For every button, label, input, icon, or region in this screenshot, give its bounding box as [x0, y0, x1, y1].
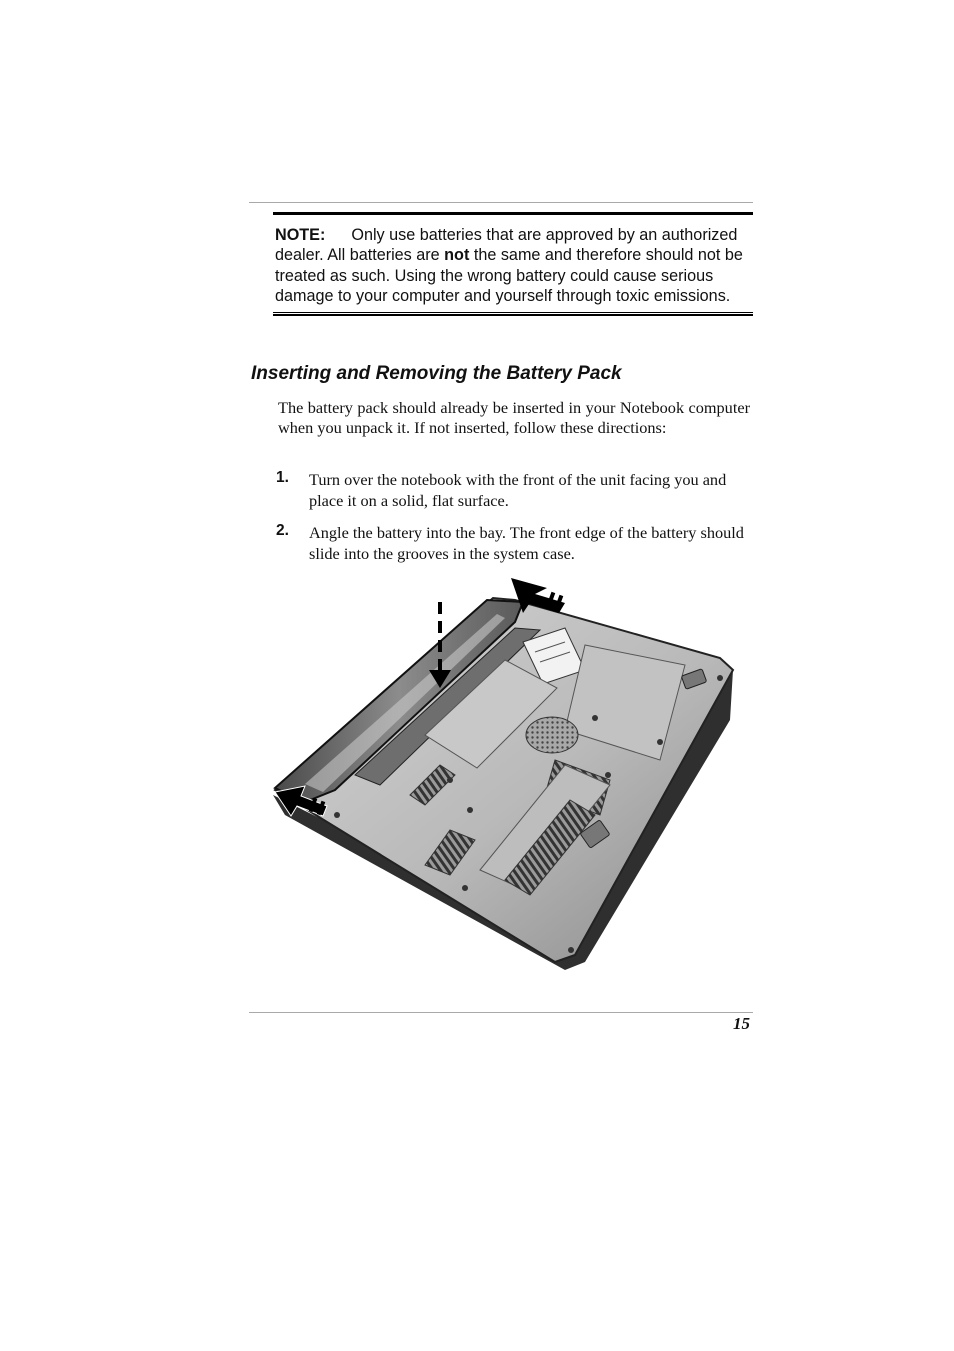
- note-label: NOTE:: [275, 226, 326, 244]
- section-title: Inserting and Removing the Battery Pack: [251, 363, 622, 384]
- step-text: Turn over the notebook with the front of the unit facing you and place it on a solid, flat surface.: [309, 470, 727, 510]
- intro-paragraph: The battery pack should already be inserted in your Notebook computer when you unpack it. If not inserted, follow these directions:: [278, 398, 750, 438]
- step-number: 2.: [276, 522, 289, 539]
- note-emphasis: not: [444, 246, 470, 265]
- note-text-part-2: the same and therefore should not be treated as such. Using the wrong battery could cause serious damage to your computer and yourself through toxic emissions.: [275, 246, 743, 305]
- battery-insertion-illustration: [265, 570, 740, 980]
- note-bottom-rule: [273, 312, 753, 316]
- note-text: [273, 217, 755, 306]
- fan-grille: [526, 717, 578, 753]
- step-number: 1.: [276, 469, 289, 486]
- footer-rule: [249, 1012, 753, 1013]
- note-text-part-1: Only use batteries that are approved by an authorized dealer. All batteries are: [275, 226, 738, 265]
- note-top-rule: [273, 212, 753, 215]
- note-box: [273, 212, 753, 316]
- header-rule: [249, 202, 753, 203]
- page-number: 15: [733, 1014, 750, 1033]
- step-text: Angle the battery into the bay. The front edge of the battery should slide into the grooves in the system case.: [309, 523, 744, 563]
